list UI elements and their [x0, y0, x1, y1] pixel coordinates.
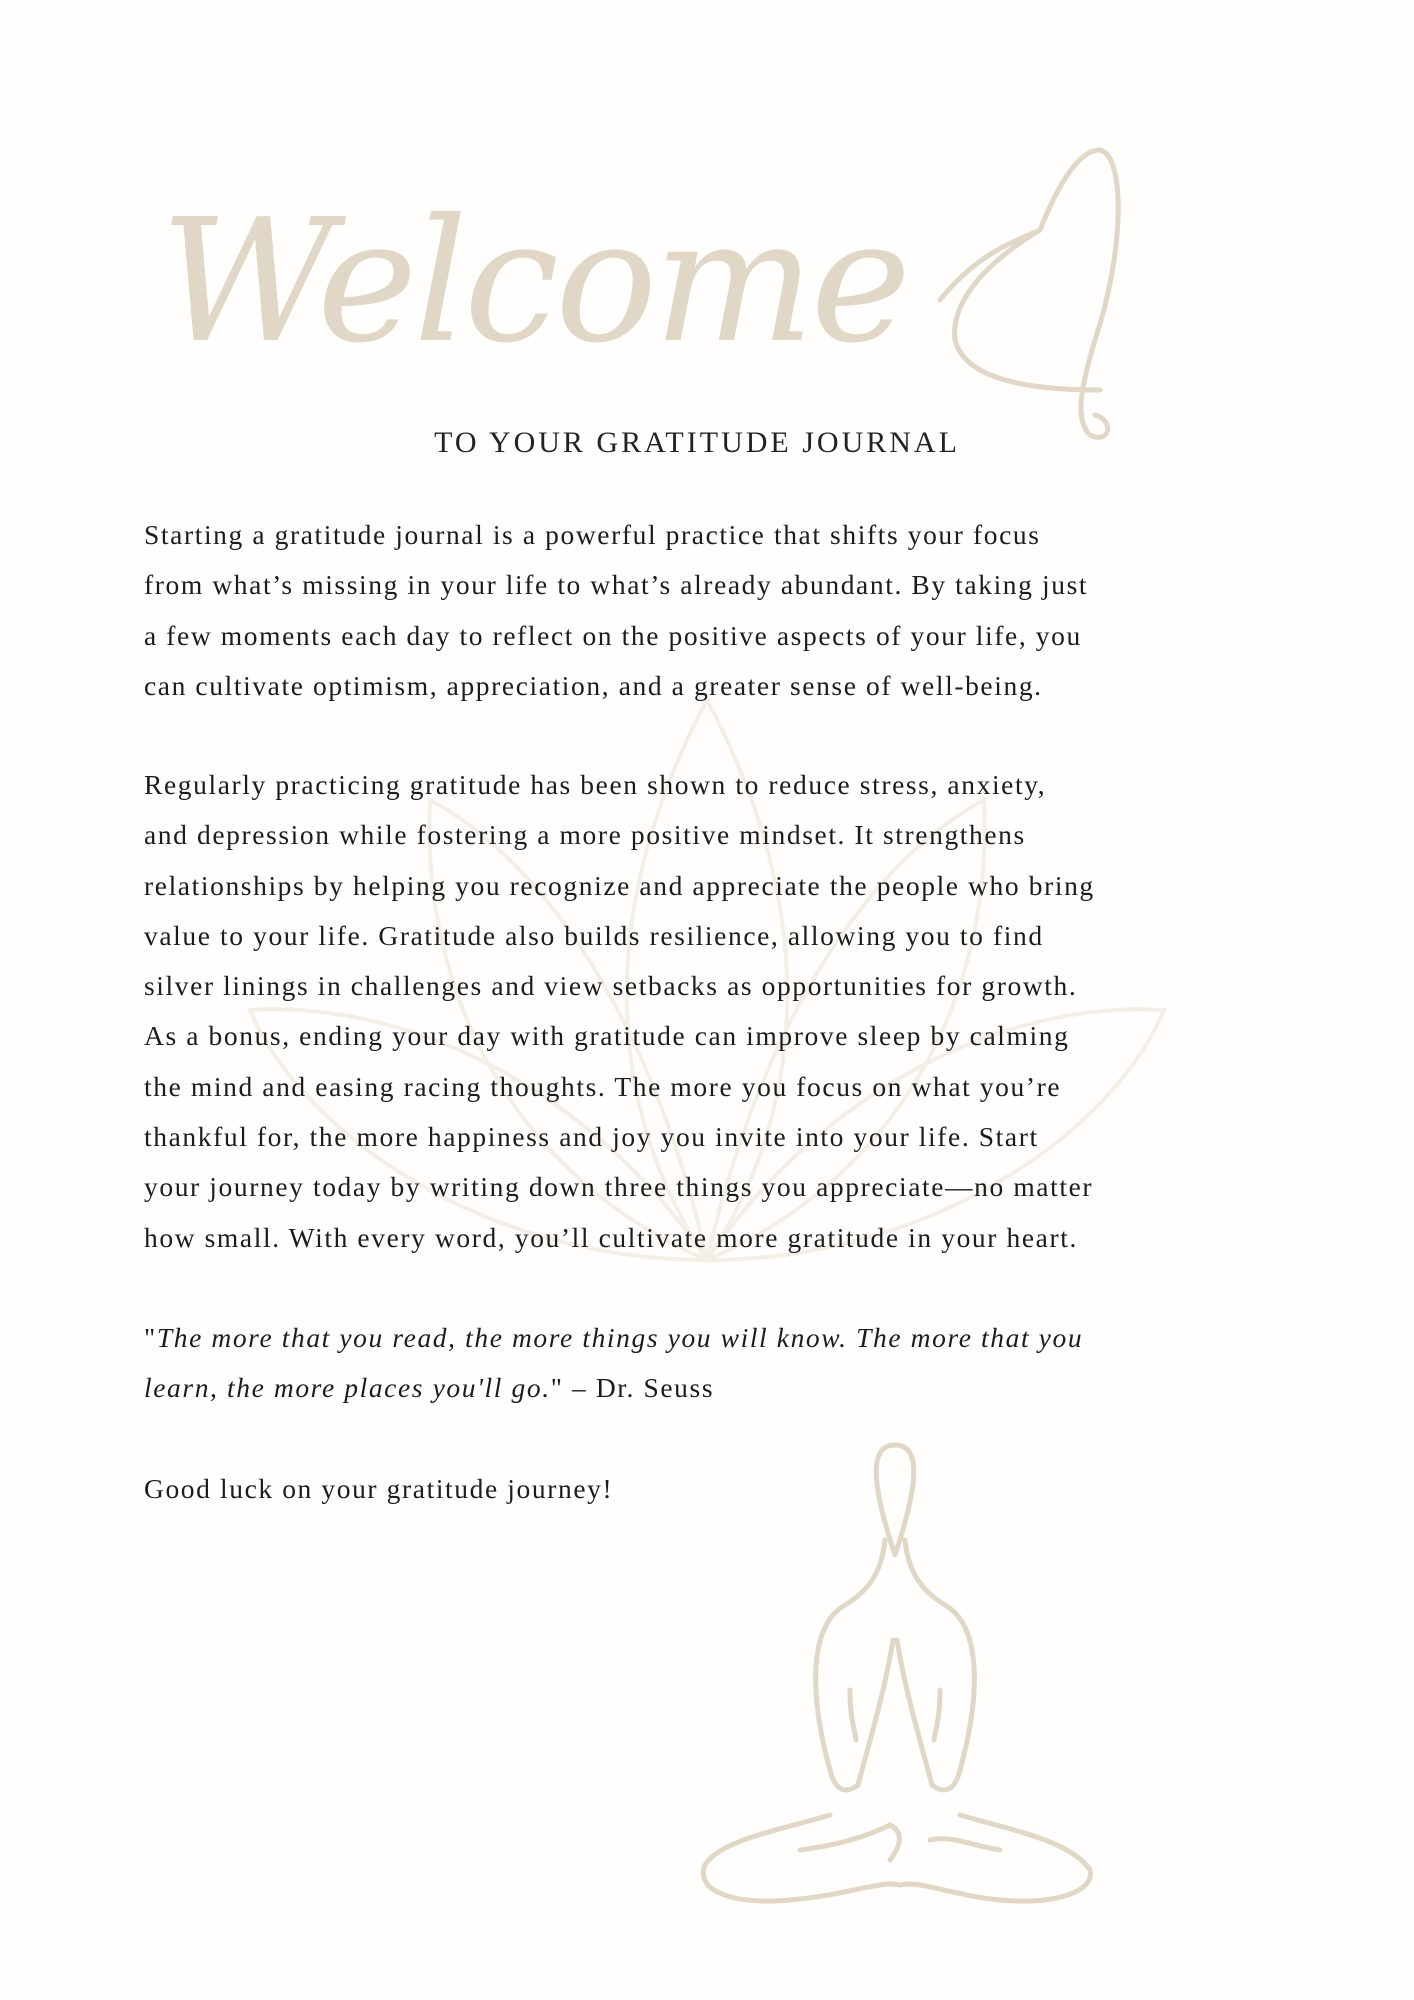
- paragraph-line: Starting a gratitude journal is a powerful practice that shifts your focus: [144, 519, 1041, 550]
- paragraph-line: and depression while fostering a more positive mindset. It strengthens: [144, 819, 1026, 851]
- heart-flourish-icon: [940, 150, 1118, 437]
- paragraph-line: thankful for, the more happiness and joy you invite into your life. Start: [144, 1121, 1039, 1153]
- quote-attribution: – Dr. Seuss: [563, 1372, 715, 1404]
- quote-line-2: [144, 1363, 1324, 1413]
- paragraph-line: silver linings in challenges and view setbacks as opportunities for growth.: [144, 970, 1078, 1002]
- closing-line: Good luck on your gratitude journey!: [144, 1473, 614, 1504]
- quote-close-mark: ": [550, 1372, 564, 1404]
- benefits-paragraph: [144, 760, 1324, 1263]
- paragraph-line: a few moments each day to reflect on the positive aspects of your life, you: [144, 619, 1082, 651]
- paragraph-line: your journey today by writing down three things you appreciate—no matter: [144, 1171, 1094, 1203]
- seuss-quote: [144, 1313, 1324, 1414]
- paragraph-line: can cultivate optimism, appreciation, and a greater sense of well-being.: [144, 669, 1043, 701]
- welcome-script-title: Welcome: [160, 183, 908, 381]
- paragraph-line: the mind and easing racing thoughts. The more you focus on what you’re: [144, 1070, 1062, 1102]
- paragraph-line: relationships by helping you recognize and appreciate the people who bring: [144, 869, 1095, 901]
- paragraph-line: As a bonus, ending your day with gratitude can improve sleep by calming: [144, 1020, 1070, 1052]
- page-subtitle: TO YOUR GRATITUDE JOURNAL: [434, 426, 960, 459]
- quote-text: learn, the more places you'll go.: [144, 1372, 551, 1404]
- intro-paragraph: [144, 510, 1324, 711]
- paragraph-line: Regularly practicing gratitude has been shown to reduce stress, anxiety,: [144, 769, 1047, 800]
- quote-open-mark: ": [144, 1322, 157, 1353]
- quote-line-1: [144, 1313, 1324, 1363]
- quote-text: The more that you read, the more things you will know. The more that you: [156, 1322, 1084, 1353]
- paragraph-line: value to your life. Gratitude also builds resilience, allowing you to find: [144, 919, 1044, 951]
- paragraph-line: how small. With every word, you’ll cultivate more gratitude in your heart.: [144, 1221, 1078, 1253]
- paragraph-line: from what’s missing in your life to what’s already abundant. By taking just: [144, 569, 1089, 601]
